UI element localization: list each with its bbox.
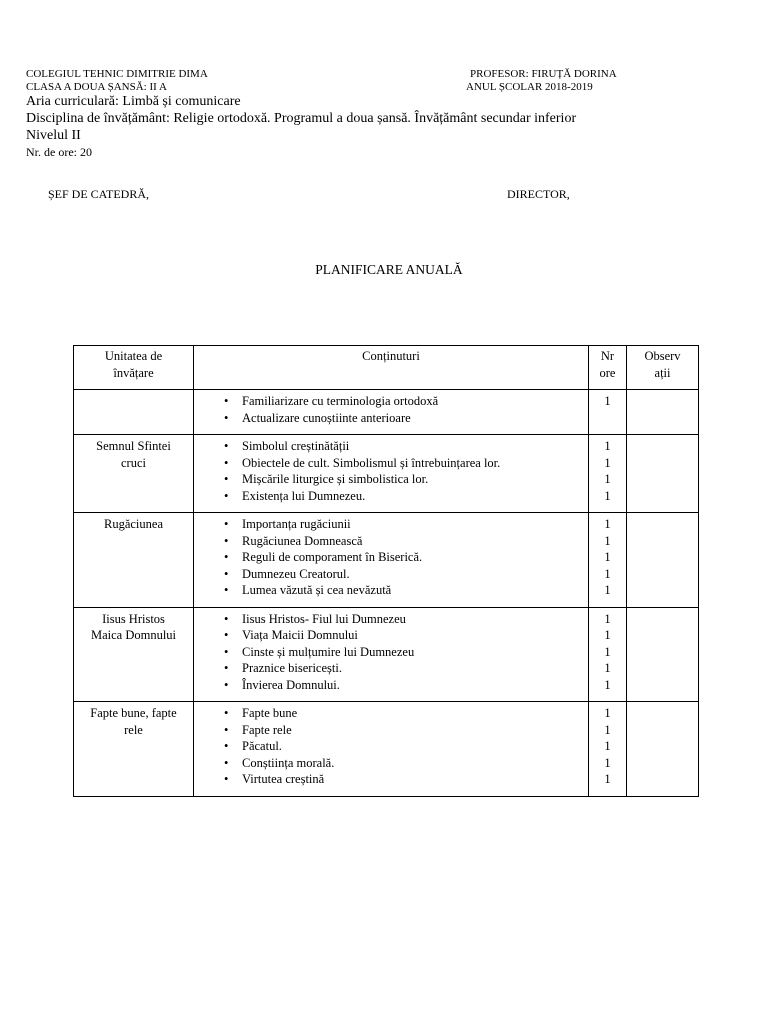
content-item: • Virtutea creștină bbox=[198, 771, 584, 788]
content-item: • Mișcările liturgice și simbolistica lor. bbox=[198, 471, 584, 488]
hours-value: 1 bbox=[604, 755, 611, 770]
table-row bbox=[74, 702, 699, 797]
header-contents-line: Conținuturi bbox=[362, 349, 420, 363]
hours-value: 1 bbox=[604, 739, 611, 753]
hours-value: 1 bbox=[604, 628, 611, 642]
content-item: • Lumea văzută și cea nevăzută bbox=[198, 582, 584, 599]
contents-cell bbox=[194, 435, 589, 513]
unit-cell bbox=[74, 607, 194, 702]
contents-cell bbox=[194, 390, 589, 435]
header-observations-line: Observ bbox=[644, 349, 681, 363]
unit-line: Maica Domnului bbox=[90, 628, 177, 642]
header-unit bbox=[74, 346, 194, 390]
unit-line: Fapte bune, fapte bbox=[90, 706, 177, 720]
head-of-department-signature: ȘEF DE CATEDRĂ, bbox=[48, 187, 150, 201]
content-item: • Fapte bune bbox=[198, 705, 584, 722]
header-unit-line: învățare bbox=[113, 365, 154, 380]
header-observations-line: ații bbox=[654, 365, 671, 380]
hours-value: 1 bbox=[604, 583, 611, 597]
hours-value: 1 bbox=[604, 439, 611, 453]
observations-cell bbox=[627, 607, 699, 702]
hours-value: 1 bbox=[604, 611, 611, 626]
content-item: • Importanța rugăciunii bbox=[198, 516, 584, 533]
hours-cell bbox=[589, 390, 627, 435]
contents-cell bbox=[194, 513, 589, 608]
discipline: Disciplina de învățământ: Religie ortodoxă. Programul a doua șansă. Învățământ secundar inferior bbox=[26, 111, 577, 126]
hours-value: 1 bbox=[604, 472, 611, 486]
table-row bbox=[74, 513, 699, 608]
unit-line: Iisus Hristos bbox=[102, 611, 165, 626]
unit-cell bbox=[74, 513, 194, 608]
content-item: • Rugăciunea Domnească bbox=[198, 533, 584, 550]
content-item: • Conștiința morală. bbox=[198, 755, 584, 772]
header-unit-line: Unitatea de bbox=[104, 349, 163, 363]
content-item: • Iisus Hristos- Fiul lui Dumnezeu bbox=[198, 611, 584, 628]
content-item: • Viața Maicii Domnului bbox=[198, 627, 584, 644]
header-contents bbox=[194, 346, 589, 390]
school-year: ANUL ȘCOLAR 2018-2019 bbox=[466, 81, 593, 93]
header-observations bbox=[627, 346, 699, 390]
unit-line: cruci bbox=[121, 455, 146, 470]
level: Nivelul II bbox=[26, 128, 81, 143]
hours-cell bbox=[589, 702, 627, 797]
hours-value: 1 bbox=[604, 772, 611, 786]
contents-cell bbox=[194, 607, 589, 702]
content-item: • Învierea Domnului. bbox=[198, 677, 584, 694]
contents-cell bbox=[194, 702, 589, 797]
hours-value: 1 bbox=[604, 706, 611, 720]
hours-value: 1 bbox=[604, 394, 611, 408]
hours-value: 1 bbox=[604, 517, 611, 531]
curricular-area: Aria curriculară: Limbă și comunicare bbox=[26, 94, 241, 109]
content-item: • Simbolul creștinătății bbox=[198, 438, 584, 455]
hours-value: 1 bbox=[604, 644, 611, 659]
unit-line: Rugăciunea bbox=[103, 517, 163, 531]
hours-value: 1 bbox=[604, 566, 611, 581]
unit-line: Semnul Sfintei bbox=[96, 439, 171, 453]
content-item: • Obiectele de cult. Simbolismul și întrebuințarea lor. bbox=[198, 455, 584, 472]
content-item: • Existența lui Dumnezeu. bbox=[198, 488, 584, 505]
observations-cell bbox=[627, 513, 699, 608]
table-row bbox=[74, 435, 699, 513]
content-item: • Cinste și mulțumire lui Dumnezeu bbox=[198, 644, 584, 661]
school-name: COLEGIUL TEHNIC DIMITRIE DIMA bbox=[26, 68, 208, 80]
content-item: • Dumnezeu Creatorul. bbox=[198, 566, 584, 583]
hours-cell bbox=[589, 513, 627, 608]
annual-plan-table bbox=[73, 345, 699, 797]
content-item: • Fapte rele bbox=[198, 722, 584, 739]
unit-cell bbox=[74, 435, 194, 513]
content-item: • Reguli de comporament în Biserică. bbox=[198, 549, 584, 566]
hours-value: 1 bbox=[604, 722, 611, 737]
class-label: CLASA A DOUA ȘANSĂ: II A bbox=[26, 81, 167, 93]
observations-cell bbox=[627, 435, 699, 513]
content-item: • Praznice bisericești. bbox=[198, 660, 584, 677]
hours-cell bbox=[589, 607, 627, 702]
header-hours bbox=[589, 346, 627, 390]
director-signature: DIRECTOR, bbox=[507, 187, 570, 201]
hours-value: 1 bbox=[604, 550, 611, 564]
page-title: PLANIFICARE ANUALĂ bbox=[315, 262, 463, 277]
unit-cell bbox=[74, 390, 194, 435]
hours-value: 1 bbox=[604, 455, 611, 470]
hours-total: Nr. de ore: 20 bbox=[26, 145, 92, 159]
header-hours-line: Nr bbox=[600, 349, 615, 363]
header-hours-line: ore bbox=[599, 365, 616, 380]
content-item: • Păcatul. bbox=[198, 738, 584, 755]
content-item: • Actualizare cunoștiinte anterioare bbox=[198, 410, 584, 427]
unit-line: rele bbox=[124, 722, 143, 737]
hours-value: 1 bbox=[604, 533, 611, 548]
table-row bbox=[74, 607, 699, 702]
table-row bbox=[74, 390, 699, 435]
hours-value: 1 bbox=[604, 661, 611, 675]
content-item: • Familiarizare cu terminologia ortodoxă bbox=[198, 393, 584, 410]
hours-value: 1 bbox=[604, 677, 611, 692]
hours-value: 1 bbox=[604, 488, 611, 503]
unit-cell bbox=[74, 702, 194, 797]
teacher-name: PROFESOR: FIRUȚĂ DORINA bbox=[470, 68, 617, 80]
observations-cell bbox=[627, 390, 699, 435]
table-header-row bbox=[74, 346, 699, 390]
hours-cell bbox=[589, 435, 627, 513]
observations-cell bbox=[627, 702, 699, 797]
